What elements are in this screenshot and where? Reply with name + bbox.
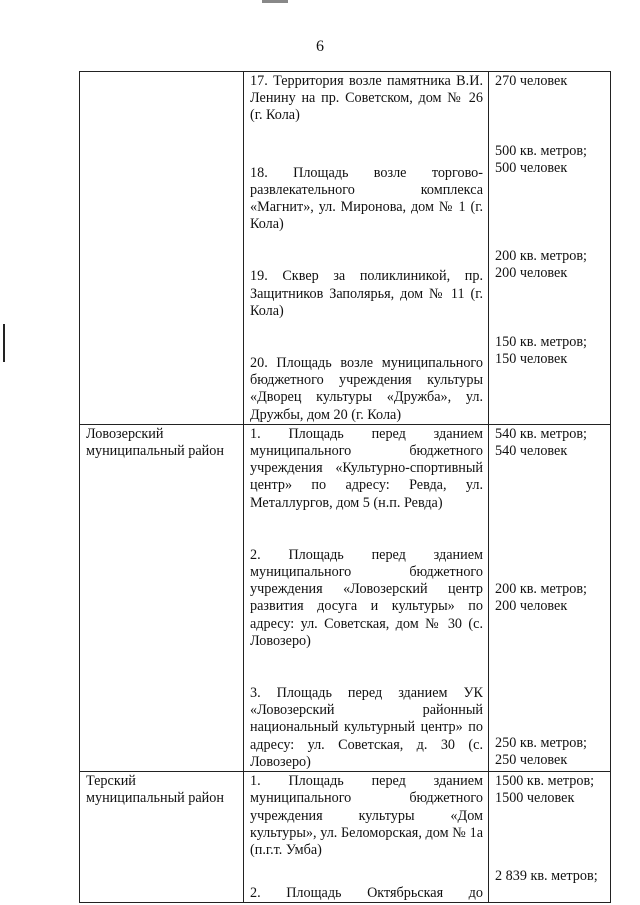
capacity-value: 200 кв. метров; xyxy=(495,581,587,598)
capacity-value: 540 кв. метров; xyxy=(495,425,587,442)
place-entry: 2. Площадь Октябрьская до xyxy=(250,885,483,902)
place-entry: 20. Площадь возле муниципального бюджетного учреждения культуры «Дворец культуры «Дружба», ул. Дружбы, дом 20 (г. Кола) xyxy=(250,355,483,423)
district-cell: Терский муниципальный район xyxy=(80,772,244,903)
places-cell xyxy=(244,772,489,903)
place-entry: 18. Площадь возле торгово-развлекательного комплекса «Магнит», ул. Миронова, дом № 1 (г. Кола) xyxy=(250,164,483,233)
capacity-value: 200 человек xyxy=(495,598,568,615)
scan-artifact-top xyxy=(262,0,288,3)
capacity-value: 2 839 кв. метров; xyxy=(495,867,598,884)
capacity-cell xyxy=(489,424,611,771)
capacity-value: 200 кв. метров; xyxy=(495,247,587,264)
capacity-value: 250 человек xyxy=(495,751,568,768)
capacity-cell xyxy=(489,72,611,425)
place-entry: 17. Территория возле памятника В.И. Ленину на пр. Советском, дом № 26 (г. Кола) xyxy=(250,73,483,124)
capacity-value: 540 человек xyxy=(495,443,568,460)
district-cell: Ловозерский муниципальный район xyxy=(80,424,244,771)
venues-table xyxy=(79,71,611,903)
capacity-value: 1500 кв. метров; xyxy=(495,773,595,790)
place-entry: 2. Площадь перед зданием муниципального бюджетного учреждения «Ловозерский центр развития досуга и культуры» по адресу: ул. Советская, дом № 30 (с. Ловозеро) xyxy=(250,546,483,649)
capacity-value: 270 человек xyxy=(495,73,568,89)
capacity-value: 250 кв. метров; xyxy=(495,734,587,751)
capacity-value: 500 кв. метров; xyxy=(495,143,587,160)
capacity-value: 1500 человек xyxy=(495,790,575,807)
capacity-value: 200 человек xyxy=(495,264,568,281)
table-row xyxy=(80,772,611,903)
table-row xyxy=(80,72,611,425)
page-number: 6 xyxy=(316,38,324,55)
scan-edge-mark xyxy=(3,324,5,362)
place-entry: 3. Площадь перед зданием УК «Ловозерский районный национальный культурный центр» по адресу: ул. Советская, д. 30 (с. Ловозеро) xyxy=(250,685,483,770)
capacity-value: 150 кв. метров; xyxy=(495,334,587,351)
district-cell xyxy=(80,72,244,425)
capacity-value: 500 человек xyxy=(495,160,568,177)
capacity-value: 150 человек xyxy=(495,351,568,368)
places-cell xyxy=(244,424,489,771)
place-entry: 1. Площадь перед зданием муниципального бюджетного учреждения культуры «Дом культуры», ул. Беломорская, дом № 1а (п.г.т. Умба) xyxy=(250,773,483,858)
capacity-cell xyxy=(489,772,611,903)
table-row xyxy=(80,424,611,771)
place-entry: 1. Площадь перед зданием муниципального бюджетного учреждения «Культурно-спортивный центр» по адресу: Ревда, ул. Металлургов, дом 5 (н.п. Ревда) xyxy=(250,425,483,511)
place-entry: 19. Сквер за поликлиникой, пр. Защитников Заполярья, дом № 11 (г. Кола) xyxy=(250,268,483,319)
places-cell xyxy=(244,72,489,425)
